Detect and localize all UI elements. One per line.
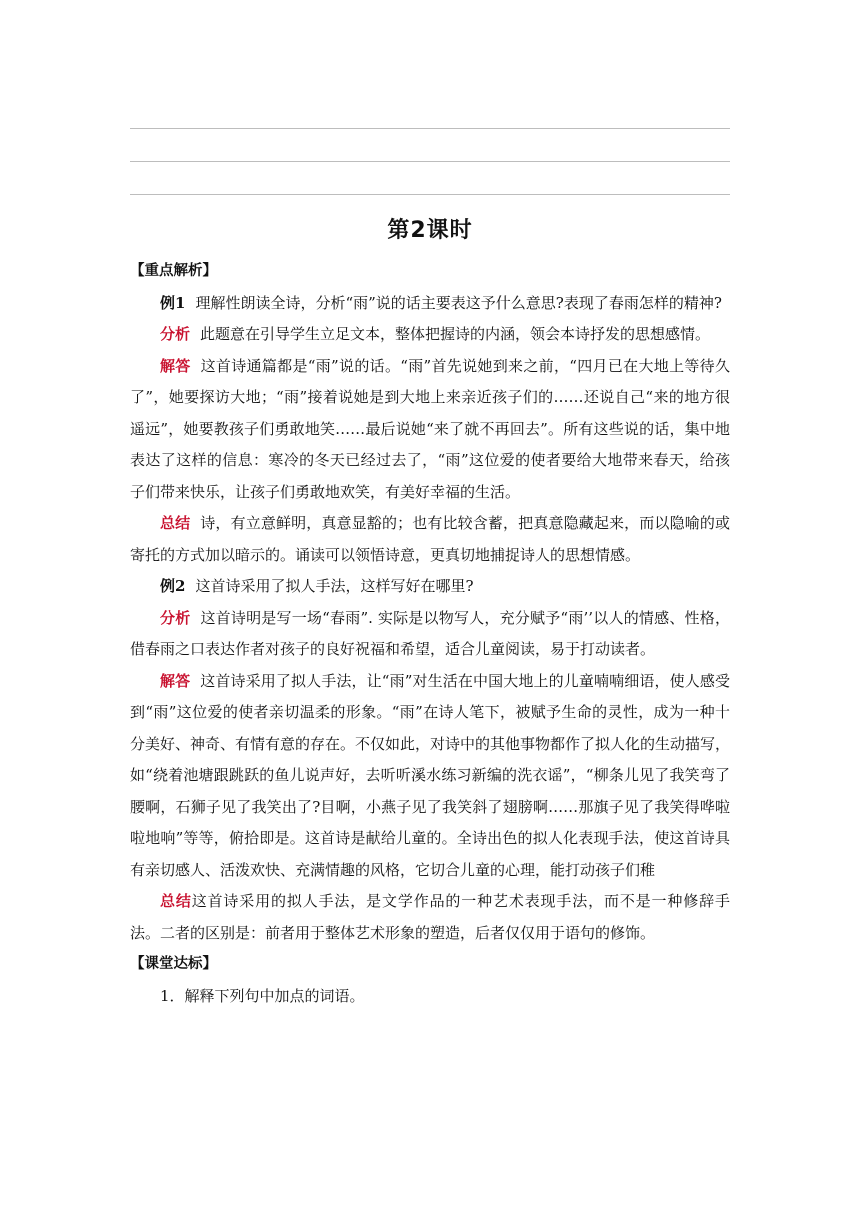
example1-analysis-label: 分析 bbox=[160, 325, 191, 343]
answer-line-3 bbox=[130, 194, 730, 195]
example2-question bbox=[130, 571, 730, 603]
example2-summary-label: 总结 bbox=[160, 892, 192, 910]
example2-analysis bbox=[130, 603, 730, 666]
section-class-practice: 【课堂达标】 bbox=[130, 956, 217, 972]
example1-summary bbox=[130, 508, 730, 571]
example1-analysis bbox=[130, 319, 730, 351]
document-body bbox=[130, 256, 730, 1012]
example1-label: 例1 bbox=[160, 293, 186, 312]
example2-label: 例2 bbox=[160, 577, 186, 595]
answer-line-2 bbox=[130, 161, 730, 162]
example2-answer-label: 解答 bbox=[160, 671, 191, 690]
example2-answer-text: 这首诗采用了拟人手法，让“雨”对生活在中国大地上的儿童喃喃细语，使人感受到“雨”这位爱的使者亲切温柔的形象。“雨”在诗人笔下，被赋予生命的灵性，成为一种十分美好、神奇、有情有意的存在。不仅如此，对诗中的其他事物都作了拟人化的生动描写，如“绕着池塘跟跳跃的鱼儿说声好，去听听溪水练习新编的洗衣谣”，“柳条儿见了我笑弯了腰啊，石狮子见了我笑出了?目啊，小燕子见了我笑斜了翅膀啊……那旗子见了我笑得哗啦啦地响”等等，俯拾即是。这首诗是献给儿童的。全诗出色的拟人化表现手法，使这首诗具有亲切感人、活泼欢快、充满情趣的风格，它切合儿童的心理，能打动孩子们稚 bbox=[130, 671, 731, 879]
practice-question-1: 1．解释下列句中加点的词语。 bbox=[160, 986, 365, 1005]
example2-summary bbox=[130, 886, 730, 949]
example2-answer bbox=[130, 666, 730, 887]
example1-question bbox=[130, 288, 730, 320]
example1-answer-text: 这首诗通篇都是“雨”说的话。“雨”首先说她到来之前，“四月已在大地上等待久了”，她要探访大地；“雨”接着说她是到大地上来亲近孩子们的……还说自己“来的地方很遥远”，她要教孩子们勇敢地笑……最后说她“来了就不再回去”。所有这些说的话，集中地表达了这样的信息：寒冷的冬天已经过去了，“雨”这位爱的使者要给大地带来春天，给孩子们带来快乐，让孩子们勇敢地欢笑，有美好幸福的生活。 bbox=[130, 356, 730, 501]
example1-answer-label: 解答 bbox=[160, 356, 191, 375]
example2-analysis-label: 分析 bbox=[160, 608, 191, 627]
example1-answer bbox=[130, 351, 730, 509]
example2-question-text: 这首诗采用了拟人手法，这样写好在哪里? bbox=[195, 577, 474, 595]
example2-analysis-text: 这首诗明是写一场“春雨”. 实际是以物写人，充分赋予“雨’’以人的情感、性格，借春雨之口表达作者对孩子的良好祝福和希望，适合儿童阅读，易于打动读者。 bbox=[130, 608, 730, 658]
answer-line-1 bbox=[130, 128, 730, 129]
example1-summary-text: 诗，有立意鲜明，真意显豁的；也有比较含蓄，把真意隐藏起来，而以隐喻的或寄托的方式加以暗示的。诵读可以领悟诗意，更真切地捕捉诗人的思想情感。 bbox=[130, 514, 730, 564]
section-key-analysis: 【重点解析】 bbox=[130, 263, 217, 279]
example1-summary-label: 总结 bbox=[160, 514, 191, 532]
example1-analysis-text: 此题意在引导学生立足文本，整体把握诗的内涵，领会本诗抒发的思想感情。 bbox=[200, 325, 711, 343]
lesson-title: 第2课时 bbox=[387, 218, 473, 243]
example2-summary-text: 这首诗采用的拟人手法，是文学作品的一种艺术表现手法，而不是一种修辞手法。二者的区别是：前者用于整体艺术形象的塑造，后者仅仅用于语句的修饰。 bbox=[130, 892, 730, 942]
example1-question-text: 理解性朗读全诗，分析“雨”说的话主要表这予什么意思?表现了春雨怎样的精神? bbox=[195, 293, 722, 312]
